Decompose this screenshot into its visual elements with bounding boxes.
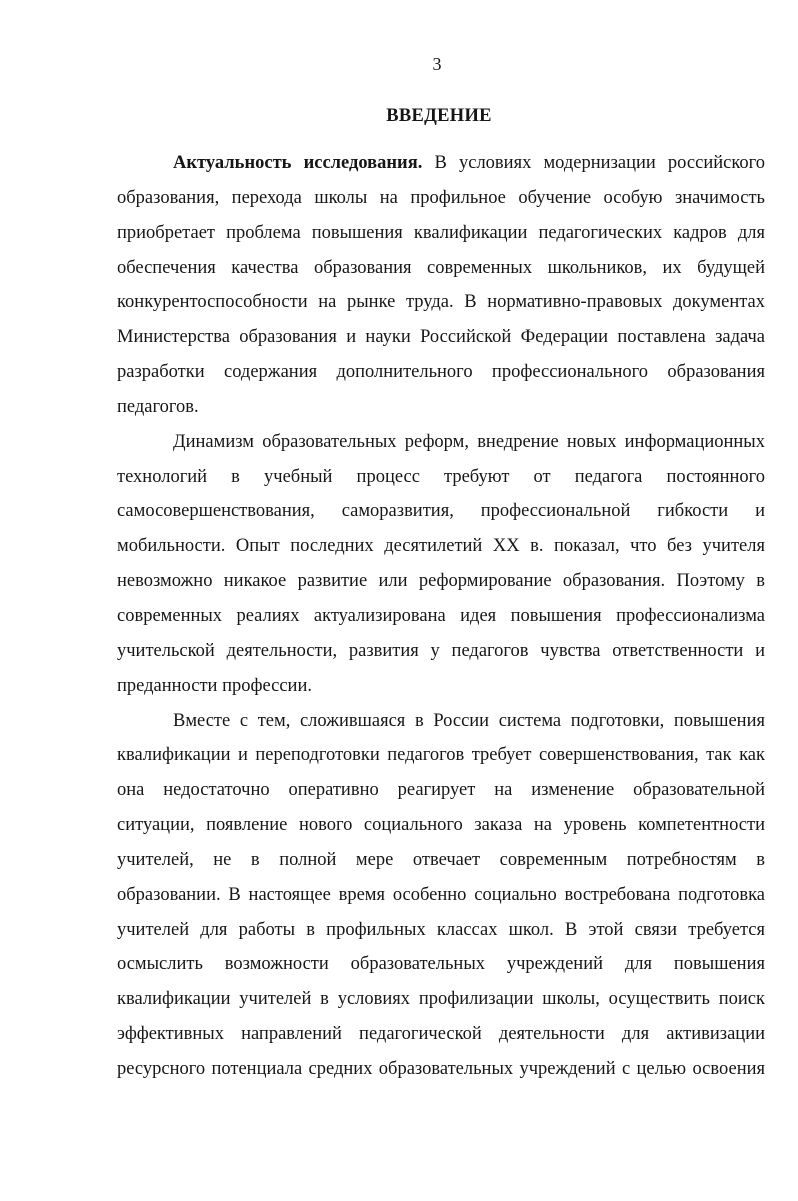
text-line: квалификации и переподготовки педагогов требует совершенствования, так как [117, 745, 765, 766]
text-line: ситуации, появление нового социального заказа на уровень компетентности [117, 815, 765, 836]
text-line [117, 146, 765, 181]
body-text [117, 146, 765, 1087]
text-line: конкурентоспособности на рынке труда. В нормативно-правовых документах [117, 292, 765, 313]
text-line: осмыслить возможности образовательных учреждений для повышения [117, 954, 765, 975]
text-line-content: В условиях модернизации российского [422, 153, 765, 173]
lead-phrase: Актуальность исследования. [173, 153, 423, 173]
text-line: технологий в учебный процесс требуют от педагога постоянного [117, 466, 765, 487]
text-line: она недостаточно оперативно реагирует на изменение образовательной [117, 780, 765, 801]
section-heading: ВВЕДЕНИЕ [386, 106, 492, 126]
text-line: преданности профессии. [117, 675, 312, 696]
text-line: учительской деятельности, развития у педагогов чувства ответственности и [117, 640, 765, 661]
text-line: Вместе с тем, сложившаяся в России система подготовки, повышения [173, 710, 765, 731]
text-line: эффективных направлений педагогической деятельности для активизации [117, 1024, 765, 1045]
page-number: 3 [432, 54, 442, 74]
text-line: Динамизм образовательных реформ, внедрение новых информационных [173, 431, 765, 452]
text-line: учителей для работы в профильных классах школ. В этой связи требуется [117, 919, 765, 940]
text-line: образовании. В настоящее время особенно социально востребована подготовка [117, 884, 765, 905]
text-line: обеспечения качества образования современных школьников, их будущей [117, 257, 765, 278]
text-line: самосовершенствования, саморазвития, профессиональной гибкости и [117, 501, 765, 522]
text-line: квалификации учителей в условиях профилизации школы, осуществить поиск [117, 989, 765, 1010]
text-line: ресурсного потенциала средних образовательных учреждений с целью освоения [117, 1058, 765, 1079]
text-line: учителей, не в полной мере отвечает современным потребностям в [117, 849, 765, 870]
text-line: современных реалиях актуализирована идея повышения профессионализма [117, 605, 765, 626]
text-line: мобильности. Опыт последних десятилетий XX в. показал, что без учителя [117, 536, 765, 557]
text-line: невозможно никакое развитие или реформирование образования. Поэтому в [117, 571, 765, 592]
text-line: разработки содержания дополнительного профессионального образования [117, 362, 765, 383]
text-line: педагогов. [117, 396, 199, 417]
text-line: приобретает проблема повышения квалификации педагогических кадров для [117, 222, 765, 243]
text-line: Министерства образования и науки Российской Федерации поставлена задача [117, 327, 765, 348]
text-line: образования, перехода школы на профильное обучение особую значимость [117, 187, 765, 208]
